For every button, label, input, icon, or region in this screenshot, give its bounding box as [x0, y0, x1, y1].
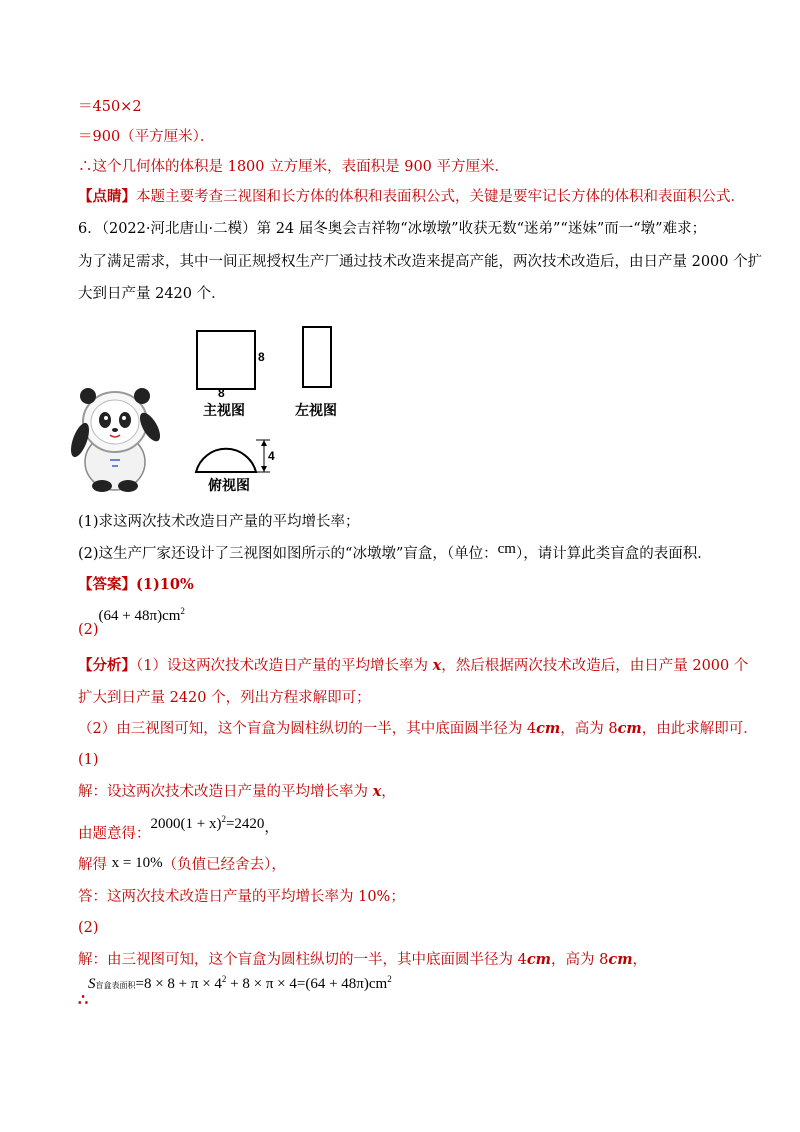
final-S: S	[88, 976, 96, 992]
equation-expr-b: =2420	[225, 816, 265, 832]
solution-1-var: x	[372, 783, 382, 800]
analysis-line-2: 扩大到日产量 2420 个，列出方程求解即可；	[78, 690, 371, 706]
solve-expression: x = 10%	[111, 855, 163, 871]
analysis-1-b: ，然后根据两次技术改造后，由日产量 2000 个	[441, 658, 749, 674]
solution-2-c: ，	[632, 952, 648, 968]
sub-question-2-text-a: (2)这生产厂家还设计了三视图如图所示的“冰墩墩”盲盒，（单位：	[78, 546, 498, 562]
answer-statement: 答：这两次技术改造日产量的平均增长率为 10%；	[78, 889, 405, 905]
sub-question-2-unit: cm	[497, 541, 516, 557]
analysis-1-var: x	[432, 657, 442, 674]
sub-question-1: (1)求这两次技术改造日产量的平均增长率；	[78, 514, 360, 530]
solve-line	[78, 855, 286, 875]
solution-2-line	[78, 950, 647, 970]
solution-2-b: ，高为 8	[551, 952, 609, 968]
answer-2-prefix: (2)	[78, 622, 99, 638]
analysis-3-a: （2）由三视图可知，这个盲盒为圆柱纵切的一半，其中底面圆半径为 4	[78, 721, 537, 737]
comment-line	[78, 187, 745, 207]
equation-expression: $2000(1 + x)^2=2420$	[150, 814, 265, 832]
equation-expr-a: 2000(1 + x)	[150, 816, 222, 832]
front-view-caption: 主视图	[203, 403, 245, 419]
left-view-rectangle	[302, 326, 332, 388]
analysis-line-3	[78, 719, 758, 739]
therefore-symbol: ∴	[78, 990, 89, 1009]
answer-line-1	[78, 575, 194, 595]
equation-line	[78, 814, 279, 842]
conclusion-line: ∴这个几何体的体积是 1800 立方厘米，表面积是 900 平方厘米．	[78, 159, 510, 175]
answer-2-expression: $(64 + 48\pi)cm^2$	[98, 606, 185, 624]
final-subscript: 盲盒表面积	[95, 981, 136, 990]
mascot-image	[70, 382, 160, 492]
analysis-3-b: ，高为 8	[560, 721, 618, 737]
solve-suffix: （负值已经舍去），	[162, 857, 286, 873]
calc-line-1: ＝450×2	[78, 99, 142, 115]
solution-1-b: ，	[381, 784, 396, 800]
front-view-width-label: 8	[218, 386, 225, 400]
comment-tag: 【点睛】	[78, 188, 136, 205]
top-view-caption: 俯视图	[208, 478, 250, 494]
analysis-1-a: （1）设这两次技术改造日产量的平均增长率为	[136, 658, 433, 674]
answer-tag: 【答案】	[78, 576, 136, 593]
analysis-3-unit-2: cm	[617, 720, 642, 737]
front-view-height-label: 8	[258, 350, 265, 364]
answer-line-2	[78, 606, 185, 638]
solution-2-unit-1: cm	[526, 951, 552, 968]
calc-line-2: ＝900（平方厘米）．	[78, 129, 215, 145]
part-1-label: (1)	[78, 752, 99, 768]
top-view-height-label: 4	[268, 449, 275, 463]
answer-2-expr-text: (64 + 48π)cm	[98, 608, 181, 624]
question-6-line-3: 大到日产量 2420 个．	[78, 286, 226, 302]
solve-prefix: 解得	[78, 857, 112, 873]
question-6-line-2: 为了满足需求，其中一间正规授权生产厂通过技术改造来提高产能，两次技术改造后，由日产量 2000 个扩	[78, 254, 763, 270]
comment-text: 本题主要考查三视图和长方体的体积和表面积公式，关键是要牢记长方体的体积和表面积公式．	[136, 189, 745, 205]
solution-2-a: 解：由三视图可知，这个盲盒为圆柱纵切的一半，其中底面圆半径为 4	[78, 952, 527, 968]
final-expr-a: =8 × 8 + π × 4	[135, 976, 222, 992]
analysis-3-c: ，由此求解即可．	[641, 721, 758, 737]
part-2-label: (2)	[78, 920, 99, 936]
left-view-caption: 左视图	[295, 403, 337, 419]
final-expr-b: + 8 × π × 4=(64 + 48π)cm	[226, 976, 388, 992]
front-view-square	[196, 330, 256, 390]
question-6-line-1: 6．（2022·河北唐山·二模）第 24 届冬奥会吉祥物“冰墩墩”收获无数“迷弟”“迷妹”而一“墩”难求；	[78, 221, 707, 237]
final-formula: S盲盒表面积$=8 \times 8 + \pi \times 4^2 + 8 \times \pi \times 4=(64 + 48\pi)cm^2$	[88, 974, 392, 992]
sub-question-2	[78, 541, 712, 564]
analysis-line-1	[78, 656, 748, 676]
sub-question-2-text-b: ），请计算此类盲盒的表面积．	[515, 546, 712, 562]
analysis-3-unit-1: cm	[536, 720, 561, 737]
equation-suffix: ，	[264, 820, 279, 836]
solution-1-a: 解：设这两次技术改造日产量的平均增长率为	[78, 784, 373, 800]
answer-1: (1)10%	[136, 576, 194, 593]
solution-2-unit-2: cm	[608, 951, 633, 968]
solution-1-line	[78, 782, 396, 802]
equation-prefix: 由题意得：	[78, 826, 151, 842]
analysis-tag: 【分析】	[78, 657, 136, 674]
